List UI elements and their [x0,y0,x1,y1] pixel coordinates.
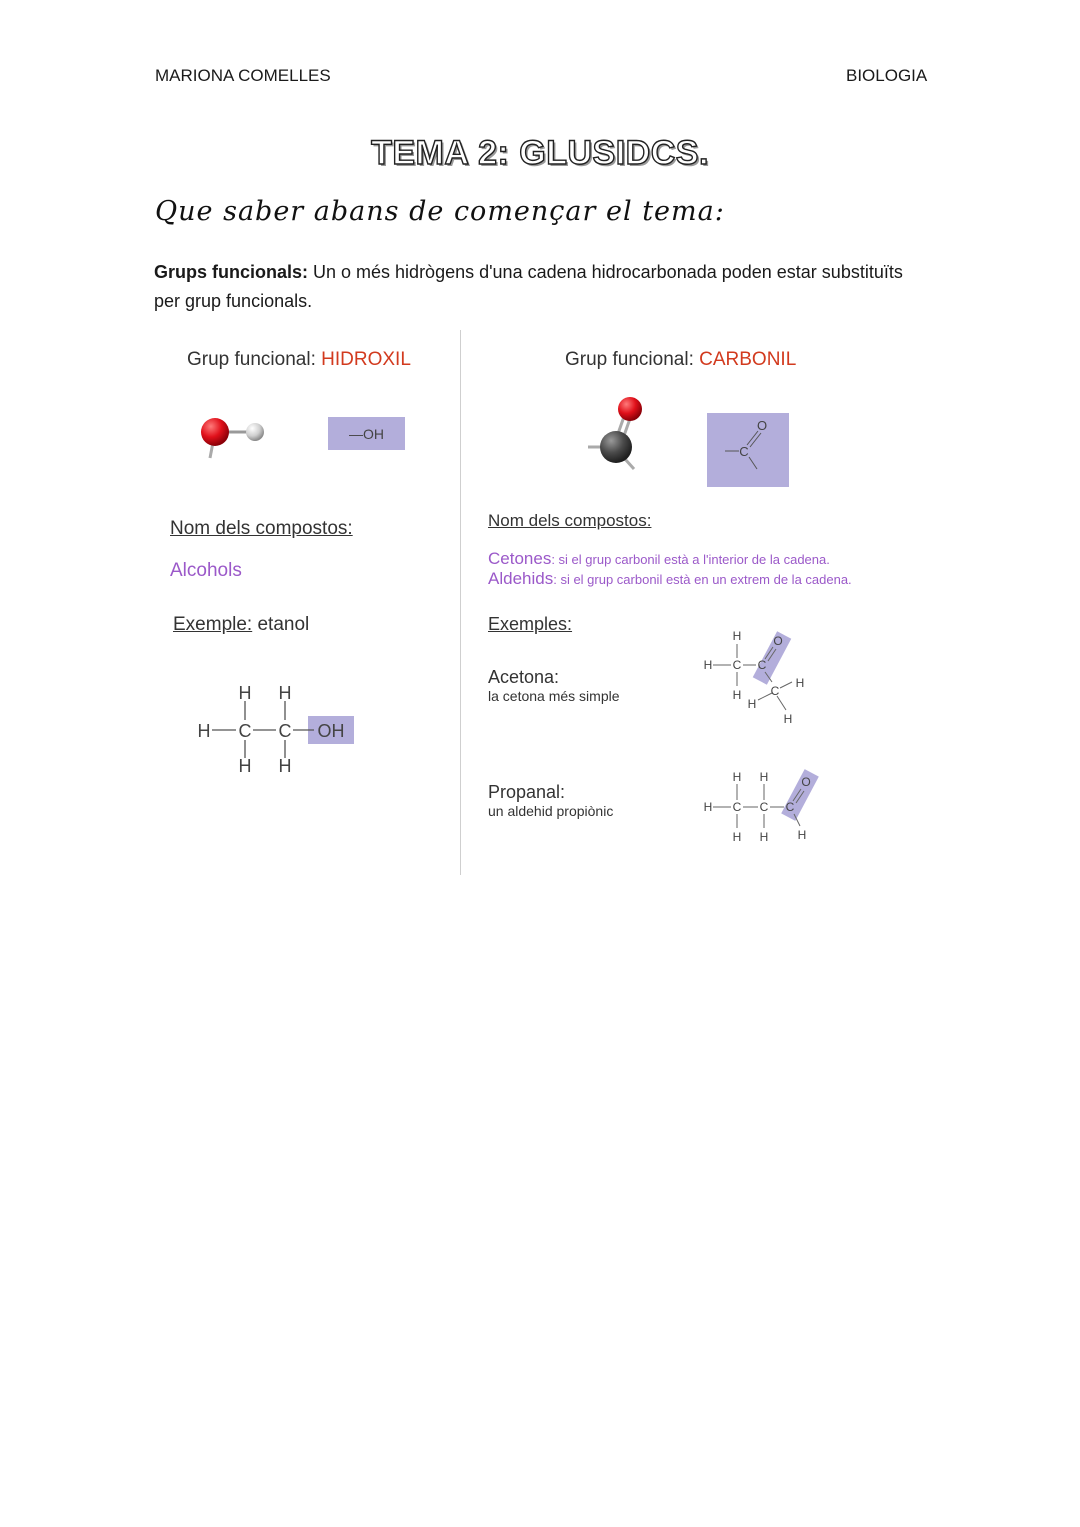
propanal-structure [698,764,823,848]
carbonil-group-name: CARBONIL [699,349,797,370]
aldehids-desc: : si el grup carbonil està en un extrem de la cadena. [553,572,852,587]
hidroxil-names-label: Nom dels compostos: [170,518,353,539]
propanal-atom-c: C [759,800,769,814]
acetona-name: Acetona: [488,667,560,687]
cetones-line [488,549,830,569]
subject-name: BIOLOGIA [846,66,928,85]
propanal-atom-h: H [732,830,742,844]
hidroxil-names-value: Alcohols [170,560,242,581]
intro-paragraph [154,258,914,316]
page-title: TEMA 2: GLUSIDCS. [371,134,709,172]
acetona-atom-c: C [732,658,742,672]
acetona-structure [698,622,818,730]
propanal-atom-o: O [801,775,811,789]
carbonil-formula-box [707,413,789,487]
carbonil-molecule-model [584,393,654,473]
propanal-atom-h: H [759,770,769,784]
hidroxil-group-label: Grup funcional: [187,349,322,370]
etanol-atom-oh: OH [317,721,345,741]
acetona-atom-h: H [795,676,805,690]
etanol-atom-c: C [278,721,292,741]
etanol-atom-h: H [238,683,252,703]
propanal-desc: un aldehid propiònic [488,803,614,819]
etanol-atom-c: C [238,721,252,741]
aldehids-line [488,569,852,589]
intro-text: Un o més hidrògens d'una cadena hidrocarbonada poden estar substituïts per grup funcionals. [154,262,903,311]
hidroxil-example [173,614,309,636]
acetona-desc: la cetona més simple [488,688,620,704]
carbonil-heading [565,349,796,371]
etanol-atom-h: H [197,721,211,741]
hidroxil-example-label: Exemple: [173,614,253,635]
etanol-atom-h: H [278,756,292,776]
acetona-atom-h: H [747,697,757,711]
propanal-atom-h: H [759,830,769,844]
carbonil-examples-label: Exemples: [488,614,573,634]
acetona-atom-h: H [783,712,793,726]
hidroxil-formula-box: —OH [328,417,405,450]
acetona-atom-h: H [703,658,713,672]
hidroxil-heading [187,349,411,371]
author-name: MARIONA COMELLES [155,66,331,85]
acetona-atom-c: C [770,684,780,698]
intro-label: Grups funcionals: [154,262,309,282]
aldehids-name: Aldehids [488,569,554,588]
acetona-atom-h: H [732,688,742,702]
hidroxil-molecule-model [195,410,275,465]
etanol-atom-h: H [238,756,252,776]
acetona-atom-c: C [757,658,767,672]
etanol-structure [190,680,370,780]
carbonil-names-label: Nom dels compostos: [488,511,652,530]
column-divider [460,330,461,875]
carbonil-box-atom-o: O [756,418,768,433]
cetones-name: Cetones [488,549,552,568]
carbonil-box-atom-c: C [739,444,749,459]
propanal-atom-h: H [732,770,742,784]
etanol-atom-h: H [278,683,292,703]
hidroxil-example-value: etanol [252,614,310,635]
acetona-atom-o: O [773,634,783,648]
propanal-name: Propanal: [488,782,566,802]
propanal-atom-h: H [797,828,807,842]
acetona-atom-h: H [732,629,742,643]
propanal-atom-c: C [732,800,742,814]
section-subtitle: Que saber abans de començar el tema: [155,196,725,227]
carbonil-group-label: Grup funcional: [565,349,700,370]
propanal-atom-c: C [785,800,795,814]
cetones-desc: : si el grup carbonil està a l'interior de la cadena. [551,552,830,567]
propanal-atom-h: H [703,800,713,814]
hidroxil-group-name: HIDROXIL [321,349,411,370]
